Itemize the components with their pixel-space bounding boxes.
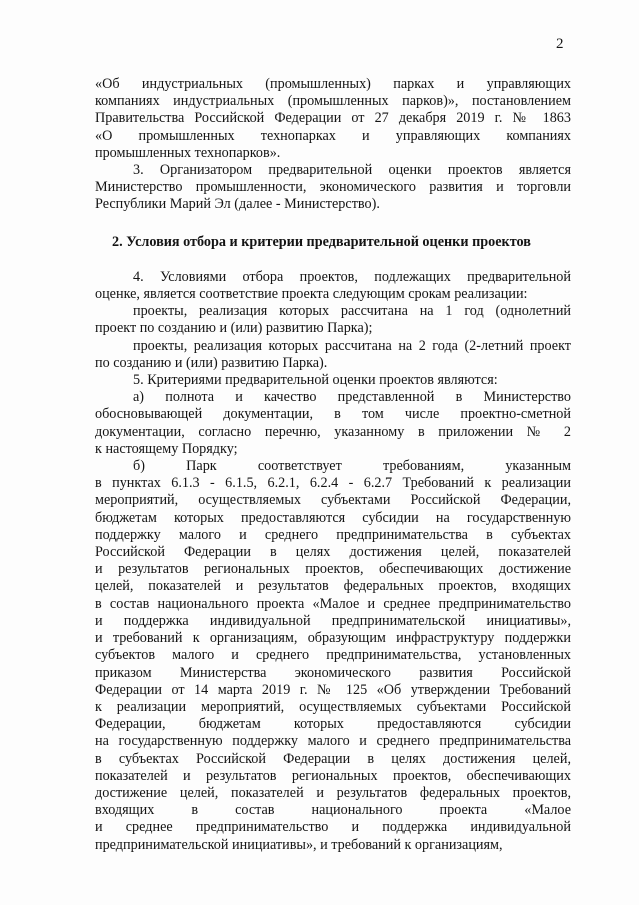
text-line: Федерации от 14 марта 2019 г. № 125 «Об утверждении Требований	[95, 681, 571, 698]
paragraph	[95, 389, 571, 458]
text-line: б) Парк соответствует требованиям, указанным	[133, 458, 571, 475]
text-line: поддержку малого и среднего предпринимательства в субъектах	[95, 526, 571, 543]
text-line: обосновывающей документации, в том числе проектно-сметной	[95, 406, 571, 423]
document-body	[95, 76, 571, 854]
paragraph	[95, 76, 571, 162]
text-line: приказом Министерства экономического развития Российской	[95, 664, 571, 681]
paragraph	[95, 458, 571, 854]
text-line: проекты, реализация которых рассчитана на 2 года (2-летний проект	[133, 337, 571, 354]
paragraph	[95, 338, 571, 372]
text-line: на государственную поддержку малого и среднего предпринимательства	[95, 733, 571, 750]
text-line: к реализации мероприятий, осуществляемых субъектами Российской	[95, 698, 571, 715]
text-line: оценке, является соответствие проекта следующим срокам реализации:	[95, 286, 528, 303]
text-line: проекты, реализация которых рассчитана на 1 год (однолетний	[133, 303, 571, 320]
text-line: в субъектах Российской Федерации в целях достижения целей,	[95, 750, 571, 767]
text-line: и требований к организациям, образующим инфраструктуру поддержки	[95, 630, 571, 647]
text-line: к настоящему Порядку;	[95, 440, 238, 457]
paragraph	[95, 162, 571, 214]
text-line: Федерации, бюджетам которых предоставляются субсидии	[95, 716, 571, 733]
text-line: Министерство промышленности, экономического развития и торговли	[95, 179, 571, 196]
text-line: в пунктах 6.1.3 - 6.1.5, 6.2.1, 6.2.4 - 6.2.7 Требований к реализации	[95, 475, 571, 492]
text-line: и результатов региональных проектов, обеспечивающих достижение	[95, 561, 571, 578]
paragraph	[95, 269, 571, 303]
text-line: субъектов малого и среднего предпринимательства, установленных	[95, 647, 571, 664]
page-number: 2	[556, 36, 564, 52]
text-line: а) полнота и качество представленной в Министерство	[133, 389, 571, 406]
text-line: «О промышленных технопарках и управляющих компаниях	[95, 127, 571, 144]
section-heading: 2. Условия отбора и критерии предварительной оценки проектов	[112, 233, 531, 250]
text-line: целей, показателей и результатов федеральных проектов, входящих	[95, 578, 571, 595]
text-line: показателей и результатов региональных проектов, обеспечивающих	[95, 767, 571, 784]
text-line: и среднее предпринимательство и поддержка индивидуальной	[95, 819, 571, 836]
text-line: по созданию и (или) развитию Парка).	[95, 354, 328, 371]
paragraph	[95, 372, 571, 389]
text-line: и поддержка индивидуальной предпринимательской инициативы»,	[95, 612, 571, 629]
text-line: документации, согласно перечню, указанному в приложении № 2	[95, 423, 571, 440]
text-line: в состав национального проекта «Малое и среднее предпринимательство	[95, 595, 571, 612]
text-line: 5. Критериями предварительной оценки проектов являются:	[133, 372, 498, 389]
paragraph	[95, 303, 571, 337]
text-line: 3. Организатором предварительной оценки проектов является	[133, 162, 571, 179]
text-line: мероприятий, осуществляемых субъектами Российской Федерации,	[95, 492, 571, 509]
text-line: предпринимательской инициативы», и требований к организациям,	[95, 836, 503, 853]
text-line: Республики Марий Эл (далее - Министерство).	[95, 196, 380, 213]
text-line: входящих в состав национального проекта «Малое	[95, 802, 571, 819]
text-line: бюджетам которых предоставляются субсидии на государственную	[95, 509, 571, 526]
text-line: 4. Условиями отбора проектов, подлежащих предварительной	[133, 268, 571, 285]
text-line: «Об индустриальных (промышленных) парках и управляющих	[95, 76, 571, 92]
text-line: Российской Федерации в целях достижения целей, показателей	[95, 544, 571, 561]
text-line: проект по созданию и (или) развитию Парка);	[95, 320, 373, 337]
text-line: компаниях индустриальных (промышленных парков)», постановлением	[95, 93, 571, 110]
text-line: промышленных технопарков».	[95, 144, 281, 161]
text-line: достижение целей, показателей и результатов федеральных проектов,	[95, 784, 571, 801]
text-line: Правительства Российской Федерации от 27 декабря 2019 г. № 1863	[95, 110, 571, 127]
